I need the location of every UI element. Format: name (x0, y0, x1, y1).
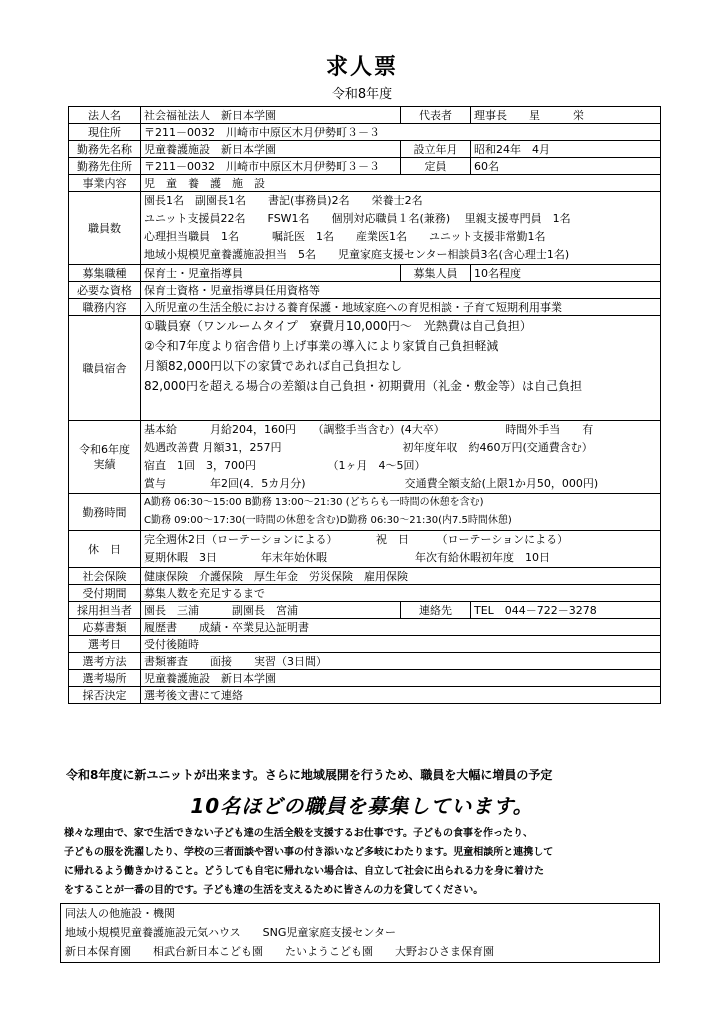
established-value: 昭和24年 4月 (471, 141, 661, 158)
staff-value (141, 192, 661, 265)
pay-line: 宿直 1回 3，700円 （1ヶ月 4～5回） (144, 459, 426, 472)
other-facilities-box (60, 903, 660, 963)
pay-label-record: 実績 (93, 458, 116, 471)
selection-method-label: 選考方法 (69, 653, 141, 670)
duty-label: 職務内容 (69, 299, 141, 316)
business-value: 児 童 養 護 施 設 (141, 175, 661, 192)
openings-label: 募集人員 (401, 265, 471, 282)
qualification-label: 必要な資格 (69, 282, 141, 299)
facilities-line: 新日本保育園 相武台新日本こども園 たいようこども園 大野おひさま保育園 (65, 945, 494, 958)
dorm-line: 82,000円を超える場合の差額は自己負担・初期費用（礼金・敷金等）は自己負担 (144, 379, 582, 393)
holiday-line: 完全週休2日（ローテーションによる） 祝 日 （ローテーションによる） (144, 533, 569, 546)
dorm-line: ②令和7年度より宿舎借り上げ事業の導入により家賃自己負担軽減 (144, 339, 499, 353)
dorm-line: ①職員寮（ワンルームタイプ 寮費月10,000円～ 光熱費は自己負担） (144, 319, 532, 333)
workplace-address-label: 勤務先住所 (69, 158, 141, 175)
rep-label: 代表者 (401, 107, 471, 124)
workplace-address-value: 〒211－0032 川崎市中原区木月伊勢町３－３ (141, 158, 401, 175)
notice-intro: 令和8年度に新ユニットが出来ます。さらに地域展開を行うため、職員を大幅に増員の予定 (66, 768, 553, 782)
phone-label: 連絡先 (401, 602, 471, 619)
notice-body-line: に帰れるよう働きかけること。どうしても自宅に帰れない場合は、自立して社会に出られる力を身に着けた (64, 866, 544, 877)
selection-place-value: 児童養護施設 新日本学園 (141, 670, 661, 687)
pay-line: 処遇改善費 月額31，257円 初年度年収 約460万円(交通費含む） (144, 441, 593, 454)
pay-line: 賞与 年2回(4．5カ月分) 交通費全額支給(上限1か月50，000円) (144, 477, 599, 490)
capacity-label: 定員 (401, 158, 471, 175)
capacity-value: 60名 (471, 158, 661, 175)
qualification-value: 保育士資格・児童指導員任用資格等 (141, 282, 661, 299)
notice-body-line: 子どもの服を洗濯したり、学校の三者面談や習い事の付き添いなど多岐にわたります。児童相談所と連携して (64, 847, 554, 858)
contact-person-value: 園長 三浦 副園長 宮浦 (141, 602, 401, 619)
selection-date-label: 選考日 (69, 636, 141, 653)
job-type-label: 募集職種 (69, 265, 141, 282)
notice-body (64, 824, 664, 900)
dorm-label: 職員宿舎 (69, 316, 141, 421)
workplace-name-value: 児童養護施設 新日本学園 (141, 141, 401, 158)
documents-value: 履歴書 成績・卒業見込証明書 (141, 619, 661, 636)
decision-label: 採否決定 (69, 687, 141, 704)
insurance-value: 健康保険 介護保険 厚生年金 労災保険 雇用保険 (141, 568, 661, 585)
business-label: 事業内容 (69, 175, 141, 192)
facilities-title: 同法人の他施設・機関 (65, 907, 175, 920)
holiday-value (141, 531, 661, 568)
staff-line: 地域小規模児童養護施設担当 5名 児童家庭支援センター相談員3名(含心理士1名) (144, 248, 570, 261)
selection-date-value: 受付後随時 (141, 636, 661, 653)
facilities-line: 地域小規模児童養護施設元気ハウス SNG児童家庭支援センター (65, 926, 396, 939)
openings-value: 10名程度 (471, 265, 661, 282)
period-value: 募集人数を充足するまで (141, 585, 661, 602)
selection-place-label: 選考場所 (69, 670, 141, 687)
hours-label: 勤務時間 (69, 494, 141, 531)
dorm-line: 月額82,000円以下の家賃であれば自己負担なし (144, 359, 402, 373)
notice-body-line: 様々な理由で、家で生活できない子ども達の生活全般を支援するお仕事です。子どもの食事を作ったり、 (64, 828, 533, 839)
established-label: 設立年月 (401, 141, 471, 158)
corp-label: 法人名 (69, 107, 141, 124)
pay-line: 基本給 月給204，160円 （調整手当含む）(4大卒） 時間外手当 有 (144, 423, 594, 436)
job-posting-table (68, 106, 661, 704)
staff-label: 職員数 (69, 192, 141, 265)
pay-label (69, 421, 141, 494)
hours-line: C勤務 09:00～17:30(一時間の休憩を含む)D勤務 06:30～21:30(内7.5時間休憩) (144, 515, 512, 526)
workplace-name-label: 勤務先名称 (69, 141, 141, 158)
page-title: 求人票 (325, 55, 398, 80)
fiscal-year: 令和8年度 (331, 87, 393, 102)
insurance-label: 社会保険 (69, 568, 141, 585)
holiday-label: 休 日 (69, 531, 141, 568)
holiday-line: 夏期休暇 3日 年末年始休暇 年次有給休暇初年度 10日 (144, 551, 550, 564)
duty-value: 入所児童の生活全般における養育保護・地域家庭への育児相談・子育て短期利用事業 (141, 299, 661, 316)
decision-value: 選考後文書にて連絡 (141, 687, 661, 704)
phone-value: TEL 044－722－3278 (471, 602, 661, 619)
pay-value (141, 421, 661, 494)
hours-value (141, 494, 661, 531)
staff-line: 園長1名 副園長1名 書記(事務員)2名 栄養士2名 (144, 194, 423, 207)
dorm-value (141, 316, 661, 421)
documents-label: 応募書類 (69, 619, 141, 636)
pay-label-year: 令和6年度 (79, 443, 130, 456)
job-type-value: 保育士・児童指導員 (141, 265, 401, 282)
corp-value: 社会福祉法人 新日本学園 (141, 107, 401, 124)
address-value: 〒211－0032 川崎市中原区木月伊勢町３－３ (141, 124, 661, 141)
selection-method-value: 書類審査 面接 実習（3日間） (141, 653, 661, 670)
staff-line: ユニット支援員22名 FSW1名 個別対応職員１名(兼務) 里親支援専門員 1名 (144, 212, 571, 225)
notice-headline: 10名ほどの職員を募集しています。 (190, 794, 534, 818)
staff-line: 心理担当職員 1名 嘱託医 1名 産業医1名 ユニット支援非常勤1名 (144, 230, 546, 243)
rep-value: 理事長 星 栄 (471, 107, 661, 124)
period-label: 受付期間 (69, 585, 141, 602)
hours-line: A勤務 06:30～15:00 B勤務 13:00～21:30 (どちらも一時間の休憩を含む) (144, 497, 484, 508)
address-label: 現住所 (69, 124, 141, 141)
contact-person-label: 採用担当者 (69, 602, 141, 619)
notice-body-line: をすることが一番の目的です。子ども達の生活を支えるために皆さんの力を貸してください。 (64, 885, 484, 896)
